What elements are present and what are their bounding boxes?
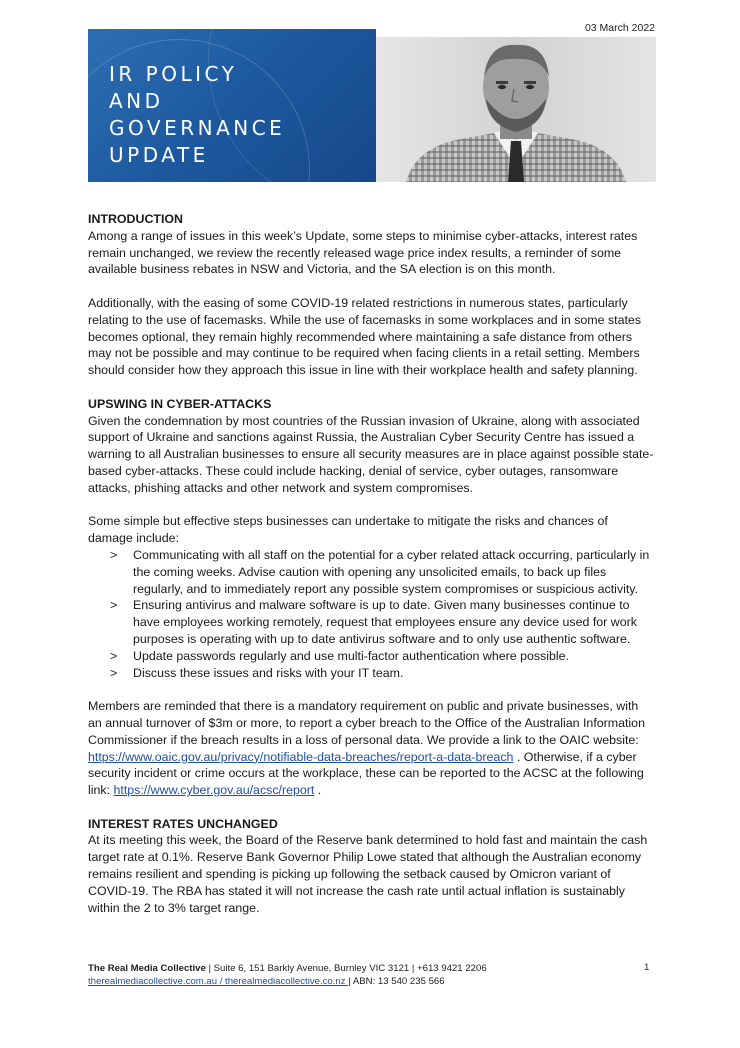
- page-footer: [88, 962, 654, 988]
- cyber-paragraph: Given the condemnation by most countries of the Russian invasion of Ukraine, along with associated support of Ukraine and sanctions against Russia, the Australian Cyber Security Centre has issued a warning to all Australian businesses to ensure all security measures are in place against possible state-based cyber-attacks. These could include hacking, denial of service, cyber outages, ransomware attacks, phishing attacks and other network and system compromises.: [88, 413, 654, 495]
- banner-title-line: IR POLICY: [109, 62, 238, 86]
- cyber-reporting-text: .: [314, 783, 322, 798]
- cyber-steps-list: [88, 547, 654, 681]
- author-photo: [376, 37, 656, 182]
- cyber-reporting-paragraph: [88, 698, 654, 799]
- section-heading-cyber-attacks: UPSWING IN CYBER-ATTACKS: [88, 396, 272, 411]
- footer-website-link[interactable]: therealmediacollective.com.au / therealmediacollective.co.nz: [88, 976, 349, 987]
- document-date: 03 March 2022: [584, 22, 655, 34]
- cyber-steps-intro: Some simple but effective steps businesses can undertake to mitigate the risks and chances of damage include:: [88, 514, 608, 546]
- footer-address: | Suite 6, 151 Barkly Avenue, Burnley VIC 3121 | +613 9421 2206: [205, 963, 487, 974]
- intro-paragraph: Additionally, with the easing of some COVID-19 related restrictions in numerous states, particularly relating to the use of facemasks. While the use of facemasks in some workplaces and in some states becomes optional, they remain highly recommended where maintaining a safe distance from others may not be possible and may continue to be required when facing clients in a retail setting. Members should consider how they approach this issue in line with their workplace health and safety planning.: [88, 295, 642, 378]
- banner-title-line: AND: [109, 89, 164, 113]
- section-heading-interest-rates: INTEREST RATES UNCHANGED: [88, 816, 278, 831]
- banner-title: [109, 61, 285, 169]
- rates-paragraph: At its meeting this week, the Board of the Reserve bank determined to hold fast and maintain the cash target rate at 0.1%. Reserve Bank Governor Philip Lowe stated that although the Australian economy remains resilient and spending is picking up following the setback caused by Omicron variant of COVID-19. The RBA has stated it will not increase the cash rate until actual inflation is sustainably within the 2 to 3% target range.: [88, 833, 648, 915]
- header-banner: [88, 29, 376, 182]
- footer-address-line: [88, 962, 654, 975]
- banner-title-line: UPDATE: [109, 143, 209, 167]
- oaic-report-link[interactable]: https://www.oaic.gov.au/privacy/notifiable-data-breaches/report-a-data-breach: [88, 749, 514, 764]
- person-portrait-icon: [376, 37, 656, 182]
- footer-company-name: The Real Media Collective: [88, 963, 206, 974]
- acsc-report-link[interactable]: https://www.cyber.gov.au/acsc/report: [113, 783, 315, 798]
- list-item: > Communicating with all staff on the potential for a cyber related attack occurring, particularly in the coming weeks. Advise caution with opening any unsolicited emails, to back up files regularly, and to immediately report any possible system compromises or suspicious activity.: [88, 547, 654, 597]
- footer-links-line: [88, 975, 654, 988]
- intro-paragraph: Among a range of issues in this week’s Update, some steps to minimise cyber-attacks, interest rates remain unchanged, we review the recently released wage price index results, a reminder of some available business rebates in NSW and Victoria, and the SA election is on this month.: [88, 228, 638, 277]
- section-heading-introduction: INTRODUCTION: [88, 212, 183, 226]
- list-item: > Ensuring antivirus and malware software is up to date. Given many businesses continue to have employees working remotely, request that employees ensure any device used for work purposes is operating with up to date antivirus software and to only use authentic software.: [88, 597, 654, 647]
- cyber-reporting-text: Members are reminded that there is a mandatory requirement on public and private businesses, with an annual turnover of $3m or more, to report a cyber breach to the Office of the Australian Information Commissioner if the breach results in a loss of personal data. We provide a link to the OAIC website:: [88, 699, 645, 747]
- banner-title-line: GOVERNANCE: [109, 116, 286, 140]
- page-number: 1: [644, 962, 650, 973]
- list-item: > Discuss these issues and risks with your IT team.: [88, 665, 654, 682]
- cyber-reporting-text: . Otherwise, if a cyber security incident or crime occurs at the workplace, these can be reported to the ACSC at the following link:: [88, 749, 644, 798]
- footer-abn: | ABN: 13 540 235 566: [348, 976, 445, 987]
- document-body: [88, 211, 654, 916]
- list-item: > Update passwords regularly and use multi-factor authentication where possible.: [88, 648, 654, 665]
